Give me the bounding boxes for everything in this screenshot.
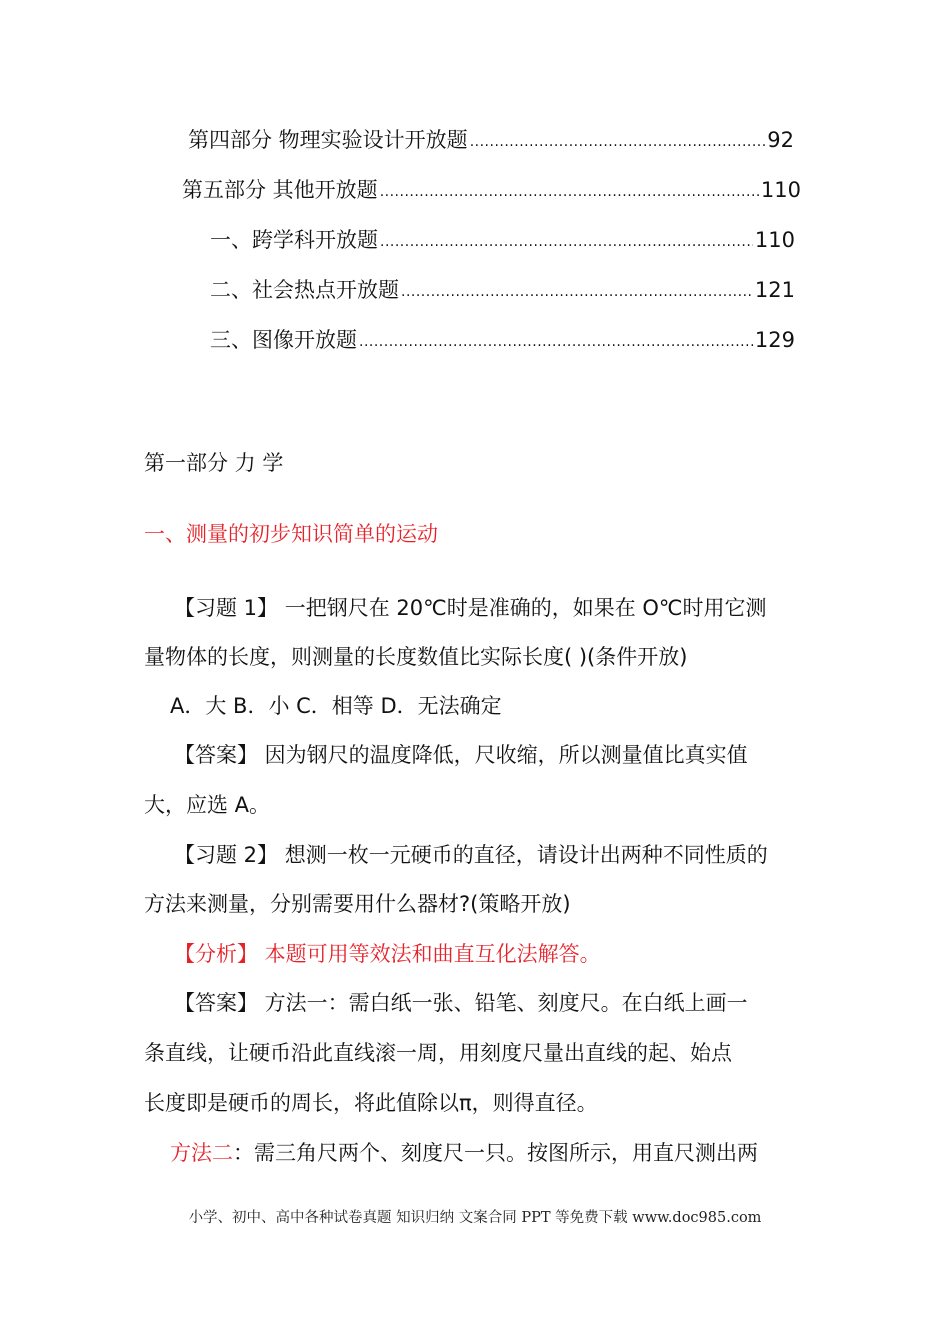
question-2-line-1: 【习题 2】 想测一枚一元硬币的直径，请设计出两种不同性质的	[174, 843, 768, 867]
toc-entry-page: 110	[754, 228, 795, 252]
toc-entry-title: 三、图像开放题	[210, 328, 357, 352]
analysis-line: 【分析】 本题可用等效法和曲直互化法解答。	[174, 942, 601, 966]
toc-leader-dots	[380, 177, 759, 207]
question-2-line-2: 方法来测量，分别需要用什么器材?(策略开放)	[144, 892, 571, 916]
answer-2-line-1: 【答案】 方法一：需白纸一张、铅笔、刻度尺。在白纸上画一	[174, 991, 748, 1015]
toc-leader-dots	[401, 277, 753, 307]
toc-entry-title: 一、跨学科开放题	[210, 228, 378, 252]
toc-entry-page: 129	[754, 328, 795, 352]
chapter-title: 一、测量的初步知识简单的运动	[144, 522, 438, 546]
toc-leader-dots	[470, 127, 766, 157]
toc-entry-image-questions[interactable]	[210, 325, 795, 358]
method-2-line	[170, 1138, 758, 1168]
toc-entry-title: 第四部分 物理实验设计开放题	[188, 128, 468, 152]
question-1-line-2: 量物体的长度，则测量的长度数值比实际长度( )(条件开放)	[144, 645, 688, 669]
toc-entry-page: 110	[760, 178, 801, 202]
question-1-options: A．大 B．小 C．相等 D．无法确定	[170, 694, 502, 718]
toc-entry-title: 第五部分 其他开放题	[182, 178, 378, 202]
method-2-label: 方法二	[170, 1141, 233, 1165]
answer-2-line-3: 长度即是硬币的周长，将此值除以π，则得直径。	[144, 1091, 598, 1115]
toc-entry-social-topics[interactable]	[210, 275, 795, 308]
answer-1-line-2: 大，应选 A。	[144, 793, 271, 817]
question-1-line-1: 【习题 1】 一把钢尺在 20℃时是准确的，如果在 O℃时用它测	[174, 596, 767, 620]
answer-2-line-2: 条直线，让硬币沿此直线滚一周，用刻度尺量出直线的起、始点	[144, 1041, 732, 1065]
toc-entry-interdisciplinary[interactable]	[210, 225, 795, 258]
toc-leader-dots	[380, 227, 753, 257]
toc-leader-dots	[359, 327, 753, 357]
part-title: 第一部分 力 学	[144, 451, 284, 475]
toc-entry-page: 92	[767, 128, 794, 152]
method-2-text: ：需三角尺两个、刻度尺一只。按图所示，用直尺测出两	[233, 1141, 758, 1165]
answer-1-line-1: 【答案】 因为钢尺的温度降低，尺收缩，所以测量值比真实值	[174, 743, 748, 767]
toc-entry-part5[interactable]	[182, 175, 801, 208]
toc-entry-part4[interactable]	[188, 125, 794, 158]
toc-entry-page: 121	[754, 278, 795, 302]
page-footer: 小学、初中、高中各种试卷真题 知识归纳 文案合同 PPT 等免费下载 www.doc985.com	[188, 1210, 762, 1226]
toc-entry-title: 二、社会热点开放题	[210, 278, 399, 302]
